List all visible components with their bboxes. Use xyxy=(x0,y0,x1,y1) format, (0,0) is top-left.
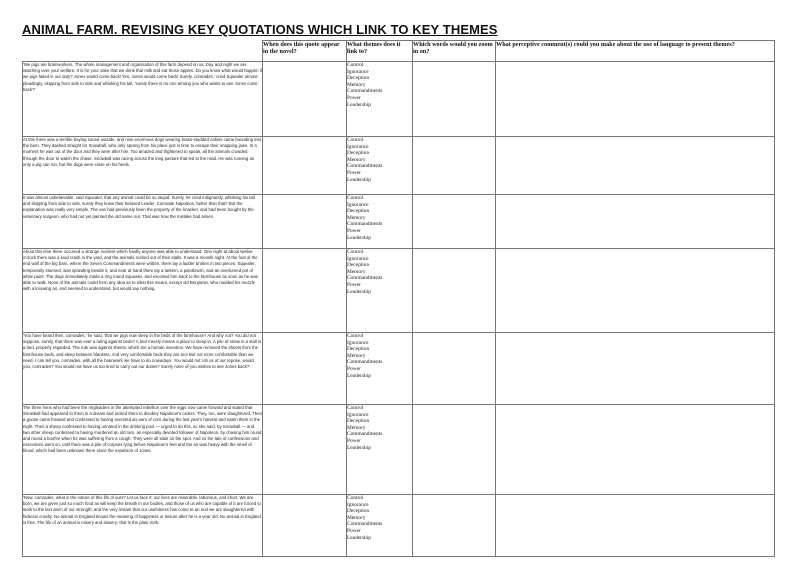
theme-option: Commandments xyxy=(347,431,383,438)
words-cell[interactable] xyxy=(413,137,496,195)
words-cell[interactable] xyxy=(413,62,496,137)
words-cell[interactable] xyxy=(413,405,496,495)
words-cell[interactable] xyxy=(413,249,496,333)
table-row xyxy=(23,249,775,333)
table-row xyxy=(23,137,775,195)
theme-option: Power xyxy=(347,437,361,444)
words-cell[interactable] xyxy=(413,195,496,249)
table-row xyxy=(23,333,775,405)
theme-option: Control xyxy=(347,495,364,501)
theme-option: Commandments xyxy=(347,221,383,228)
theme-option: Memory xyxy=(347,352,366,359)
comments-cell[interactable] xyxy=(496,137,775,195)
theme-option: Deception xyxy=(347,508,370,515)
theme-list xyxy=(347,249,412,295)
theme-option: Leadership xyxy=(347,534,371,541)
theme-list xyxy=(347,333,412,379)
theme-option: Commandments xyxy=(347,275,383,282)
theme-option: Memory xyxy=(347,156,366,163)
theme-option: Memory xyxy=(347,424,366,431)
theme-option: Ignorance xyxy=(347,339,369,346)
theme-list xyxy=(347,137,412,183)
themes-cell xyxy=(347,333,413,405)
words-cell[interactable] xyxy=(413,495,496,557)
theme-option: Power xyxy=(347,227,361,234)
comments-cell[interactable] xyxy=(496,495,775,557)
theme-option: Ignorance xyxy=(347,255,369,262)
theme-option: Ignorance xyxy=(347,201,369,208)
when-cell[interactable] xyxy=(263,62,347,137)
theme-option: Leadership xyxy=(347,444,371,451)
comments-cell[interactable] xyxy=(496,62,775,137)
quote-cell: 'We pigs are brainworkers. The whole management and organisation of this farm depend on us. Day and night we are watching over your welfare. It is for your sake that we drink that milk and eat those apples. Do you know what would happen if we pigs failed in our duty? Jones would come back! Yes, Jones would come back! Surely, comrades,' cried Squealer almost pleadingly, skipping from side to side and whisking his tail, 'surely there is no one among you who wants to see Jones come back?' xyxy=(23,62,263,137)
header-themes: What themes does it link to? xyxy=(347,41,413,62)
header-quote-blank xyxy=(23,41,263,62)
theme-option: Memory xyxy=(347,514,366,521)
when-cell[interactable] xyxy=(263,195,347,249)
theme-option: Power xyxy=(347,94,361,101)
theme-option: Commandments xyxy=(347,163,383,170)
theme-option: Commandments xyxy=(347,359,383,366)
theme-option: Commandments xyxy=(347,88,383,95)
comments-cell[interactable] xyxy=(496,405,775,495)
theme-option: Control xyxy=(347,62,364,68)
themes-cell xyxy=(347,495,413,557)
theme-option: Memory xyxy=(347,268,366,275)
quotations-table xyxy=(22,40,775,557)
theme-list xyxy=(347,62,412,108)
when-cell[interactable] xyxy=(263,495,347,557)
table-row xyxy=(23,195,775,249)
page-title: ANIMAL FARM. REVISING KEY QUOTATIONS WHICH LINK TO KEY THEMES xyxy=(22,22,498,37)
quote-cell: It was almost unbelievable, said Squealer, that any animal could be so stupid. Surely, he cried indignantly, whisking his tail and skipping from side to side, surely they knew their beloved Leader, Comrade Napoleon, better than that? But the explanation was really very simple. The van had previously been the property of the knacker, and had been bought by the veterinary surgeon, who had not yet painted the old name out. That was how the mistake had arisen. xyxy=(23,195,263,249)
theme-option: Deception xyxy=(347,346,370,353)
themes-cell xyxy=(347,62,413,137)
quote-cell: At this there was a terrible baying sound outside, and nine enormous dogs wearing brass-studded collars came bounding into the barn. They dashed straight for Snowball, who only sprang from his place just in time to escape their snapping jaws. In a moment he was out of the door and they were after him. Too amazed and frightened to speak, all the animals crowded through the door to watch the chase. Snowball was racing across the long pasture that led to the road. He was running as only a pig can run, but the dogs were close on his heels. xyxy=(23,137,263,195)
theme-option: Leadership xyxy=(347,101,371,108)
quote-cell: 'Now, comrades, what is the nature of this life of ours? Let us face it: our lives are miserable, laborious, and short. We are born, we are given just so much food as will keep the breath in our bodies, and those of us who are capable of it are forced to work to the last atom of our strength; and the very instant that our usefulness has come to an end we are slaughtered with hideous cruelty. No animal in England knows the meaning of happiness or leisure after he is a year old. No animal in England is free. The life of an animal is misery and slavery: that is the plain truth. xyxy=(23,495,263,557)
table-row xyxy=(23,405,775,495)
theme-option: Memory xyxy=(347,214,366,221)
theme-list xyxy=(347,495,412,541)
comments-cell[interactable] xyxy=(496,333,775,405)
theme-option: Ignorance xyxy=(347,143,369,150)
theme-option: Power xyxy=(347,169,361,176)
theme-option: Power xyxy=(347,365,361,372)
header-comments: What perceptive comment(s) could you make about the use of language to present themes? xyxy=(496,41,775,62)
when-cell[interactable] xyxy=(263,249,347,333)
table-row xyxy=(23,495,775,557)
themes-cell xyxy=(347,137,413,195)
theme-option: Deception xyxy=(347,150,370,157)
quote-cell: 'You have heard then, comrades,' he said, 'that we pigs now sleep in the beds of the farmhouse? And why not? You did not suppose, surely, that there was ever a ruling against beds? A bed merely means a place to sleep in. A pile of straw in a stall is a bed, properly regarded. The rule was against sheets, which are a human invention. We have removed the sheets from the farmhouse beds, and sleep between blankets. And very comfortable beds they are too! But not more comfortable than we need, I can tell you, comrades, with all the brainwork we have to do nowadays. You would not rob us of our repose, would you, comrades? You would not have us too tired to carry out our duties? Surely none of you wishes to see Jones back?' xyxy=(23,333,263,405)
when-cell[interactable] xyxy=(263,137,347,195)
theme-option: Memory xyxy=(347,81,366,88)
header-words: Which words would you zoom in on? xyxy=(413,41,496,62)
when-cell[interactable] xyxy=(263,333,347,405)
themes-cell xyxy=(347,195,413,249)
theme-option: Control xyxy=(347,195,364,201)
theme-option: Ignorance xyxy=(347,68,369,75)
theme-option: Commandments xyxy=(347,521,383,528)
theme-option: Control xyxy=(347,333,364,339)
theme-option: Leadership xyxy=(347,288,371,295)
header-when: When does this quote appear in the novel? xyxy=(263,41,347,62)
theme-option: Deception xyxy=(347,262,370,269)
theme-list xyxy=(347,405,412,451)
table-row xyxy=(23,62,775,137)
theme-option: Leadership xyxy=(347,234,371,241)
theme-option: Deception xyxy=(347,208,370,215)
words-cell[interactable] xyxy=(413,333,496,405)
theme-option: Leadership xyxy=(347,176,371,183)
theme-option: Control xyxy=(347,405,364,411)
quote-cell: The three hens who had been the ringleaders in the attempted rebellion over the eggs now came forward and stated that Snowball had appeared to them in a dream and incited them to disobey Napoleon's orders. They, too, were slaughtered. Then a goose came forward and confessed to having secreted six ears of corn during the last year's harvest and eaten them in the night. Then a sheep confessed to having urinated in the drinking pool — urged to do this, so she said, by Snowball — and two other sheep confessed to having murdered an old ram, an especially devoted follower of Napoleon, by chasing him round and round a bonfire when he was suffering from a cough. They were all slain on the spot. And so the tale of confessions and executions went on, until there was a pile of corpses lying before Napoleon's feet and the air was heavy with the smell of blood, which had been unknown there since the expulsion of Jones. xyxy=(23,405,263,495)
comments-cell[interactable] xyxy=(496,249,775,333)
table-body xyxy=(23,62,775,557)
theme-option: Ignorance xyxy=(347,411,369,418)
theme-option: Power xyxy=(347,527,361,534)
theme-list xyxy=(347,195,412,241)
theme-option: Deception xyxy=(347,75,370,82)
theme-option: Power xyxy=(347,281,361,288)
theme-option: Control xyxy=(347,137,364,143)
theme-option: Leadership xyxy=(347,372,371,379)
header-row xyxy=(23,41,775,62)
themes-cell xyxy=(347,405,413,495)
theme-option: Deception xyxy=(347,418,370,425)
comments-cell[interactable] xyxy=(496,195,775,249)
theme-option: Ignorance xyxy=(347,501,369,508)
quote-cell: About this time there occurred a strange incident which hardly anyone was able to understand. One night at about twelve o'clock there was a loud crash in the yard, and the animals rushed out of their stalls. It was a moonlit night. At the foot of the end wall of the big barn, where the Seven Commandments were written, there lay a ladder broken in two pieces. Squealer, temporarily stunned, was sprawling beside it, and near at hand there lay a lantern, a paintbrush, and an overturned pot of white paint. The dogs immediately made a ring round Squealer, and escorted him back to the farmhouse as soon as he was able to walk. None of the animals could form any idea as to what this meant, except old Benjamin, who nodded his muzzle with a knowing air, and seemed to understand, but would say nothing. xyxy=(23,249,263,333)
theme-option: Control xyxy=(347,249,364,255)
themes-cell xyxy=(347,249,413,333)
when-cell[interactable] xyxy=(263,405,347,495)
